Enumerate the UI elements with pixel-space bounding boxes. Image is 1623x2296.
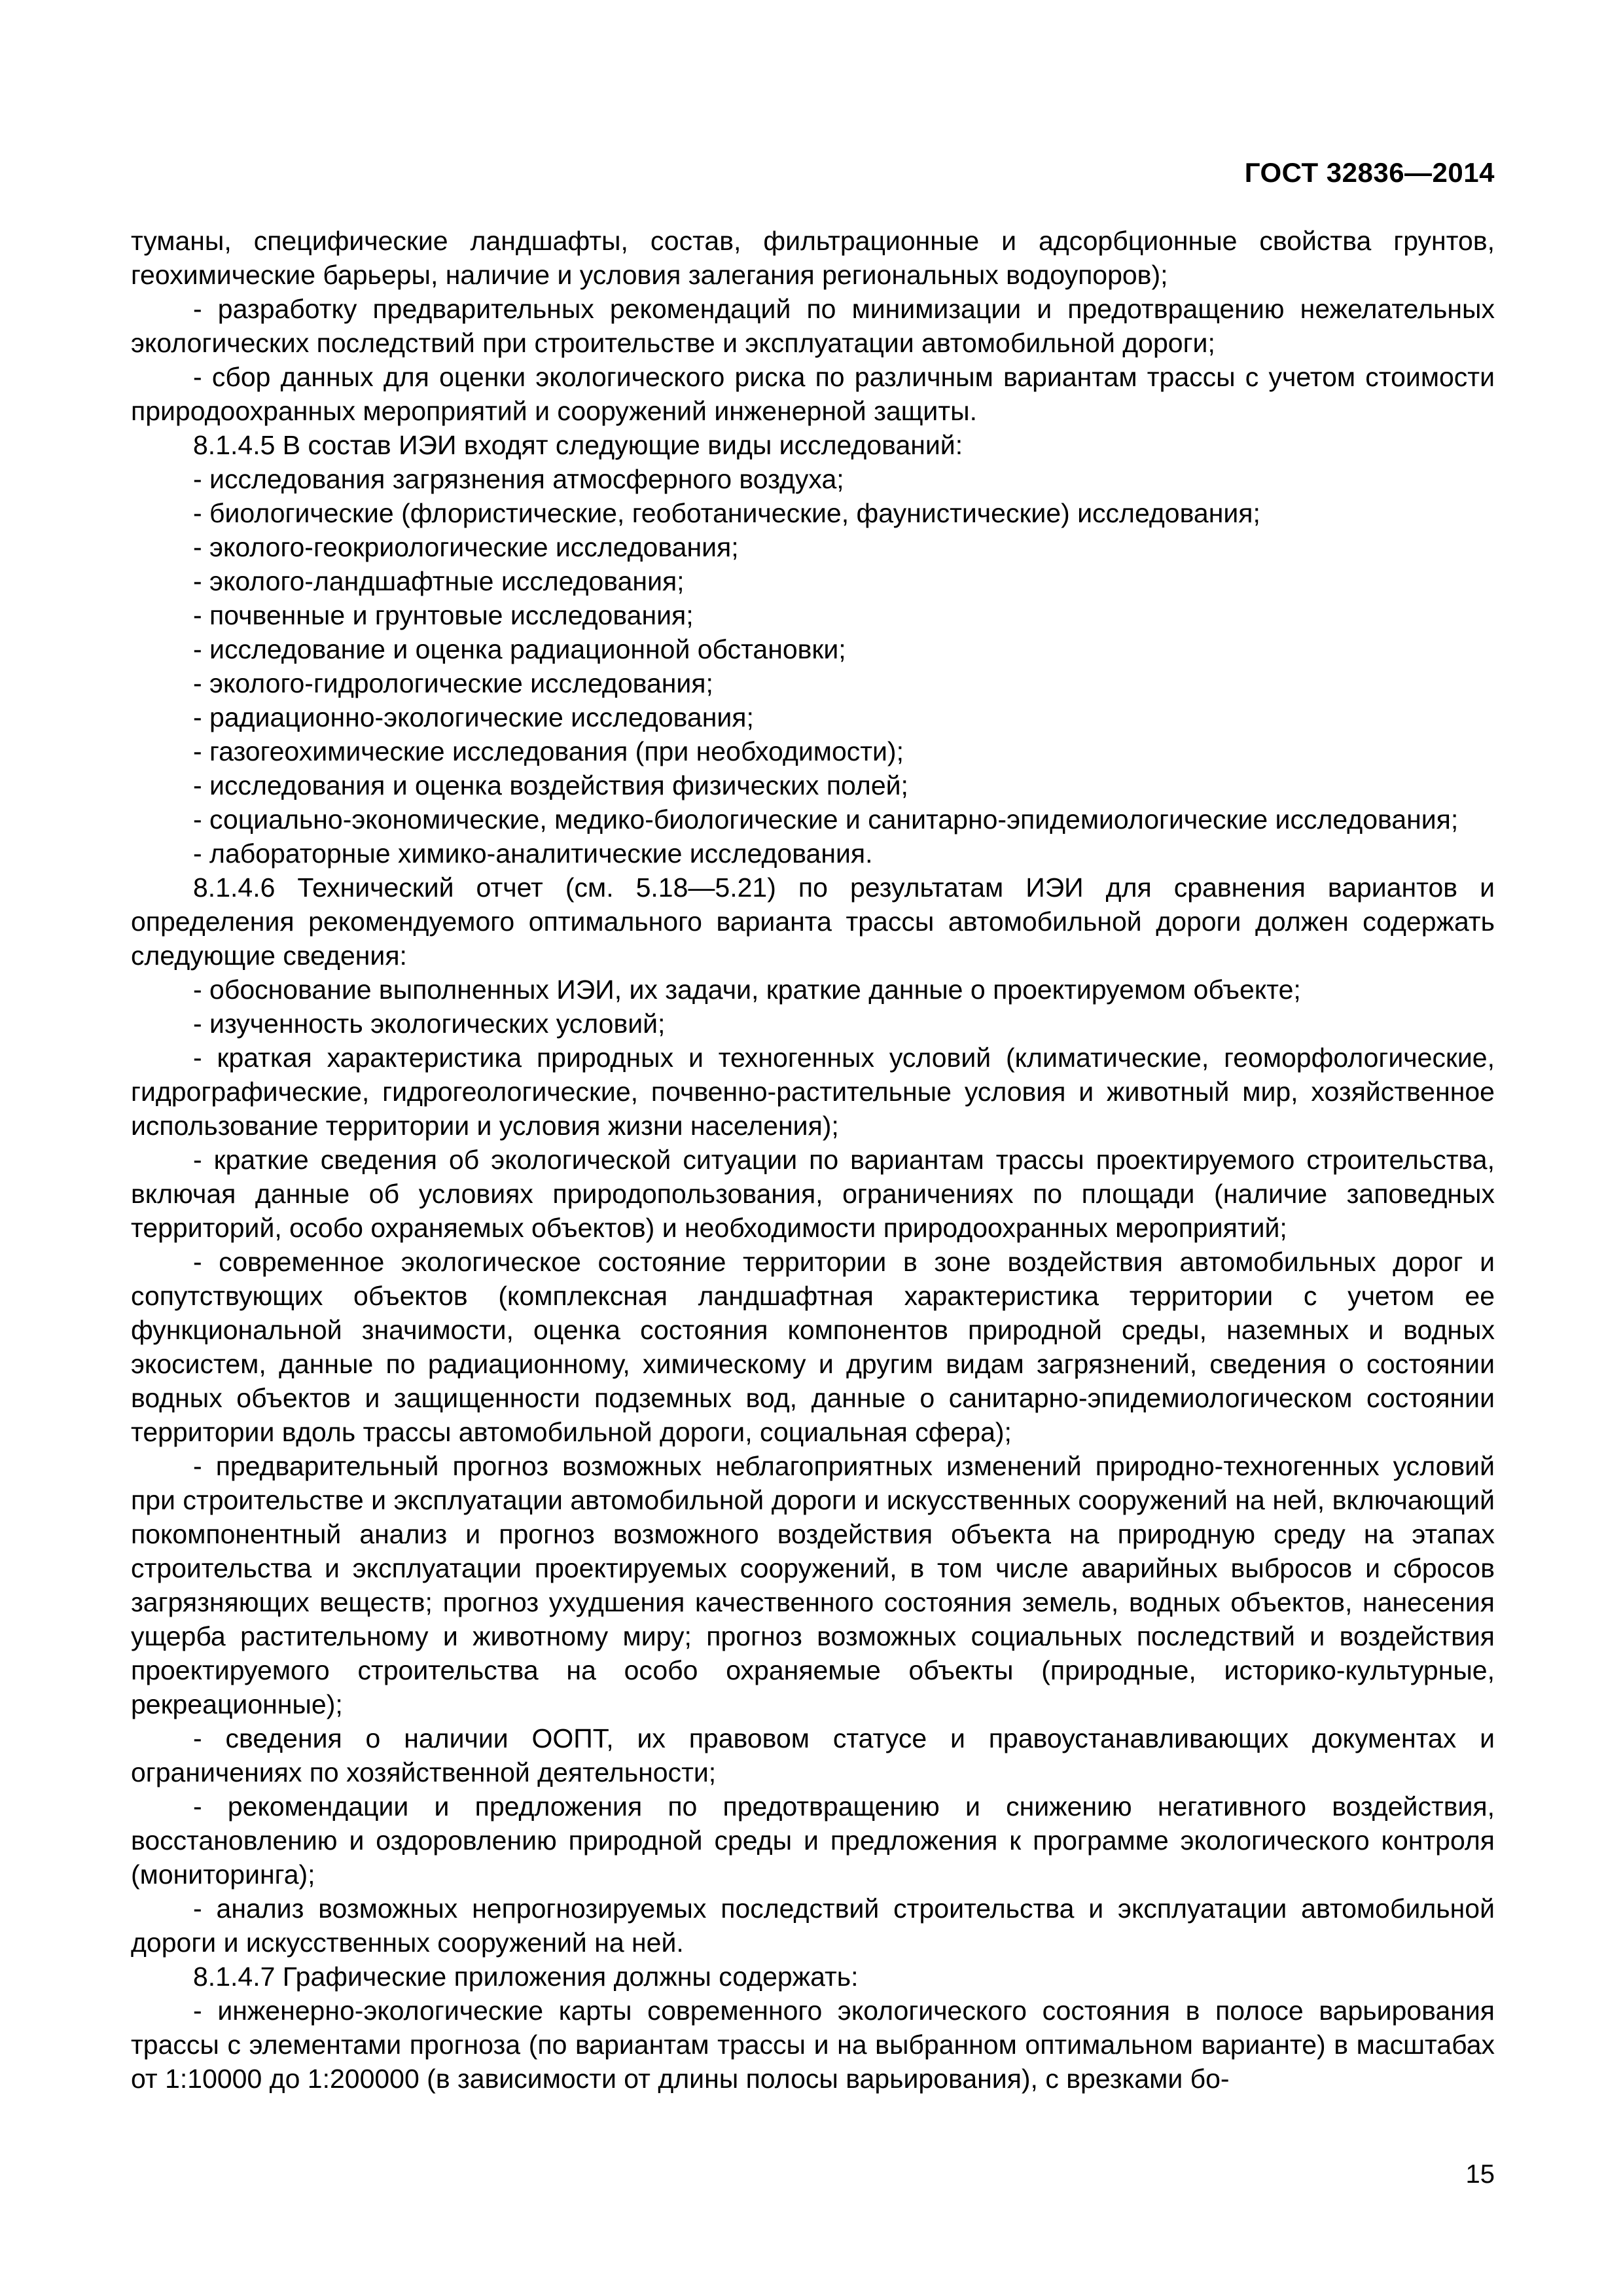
paragraph: - исследования и оценка воздействия физических полей; [193,770,908,800]
paragraph: - предварительный прогноз возможных неблагоприятных изменений природно-техногенных условий при строительстве и эксплуатации автомобильной дороги и искусственных сооружений на ней, включающий покомпонентный анализ и прогноз возможного воздействия объекта на природную среду на этапах строительства и эксплуатации проектируемых сооружений, в том числе аварийных выбросов и сбросов загрязняющих веществ; прогноз ухудшения качественного состояния земель, водных объектов, нанесения ущерба растительному и животному миру; прогноз возможных социальных последствий и воздействия проектируемого строительства на особо охраняемые объекты (природные, историко-культурные, рекреационные); [131,1451,1495,1719]
paragraph: - краткая характеристика природных и техногенных условий (климатические, геоморфологические, гидрографические, гидрогеологические, почвенно-растительные условия и животный мир, хозяйственное использование территории и условия жизни населения); [131,1043,1495,1141]
paragraph: - инженерно-экологические карты современного экологического состояния в полосе варьирования трассы с элементами прогноза (по вариантам трассы и на выбранном оптимальном варианте) в масштабах от 1:10000 до 1:200000 (в зависимости от длины полосы варьирования), с врезками бо- [131,1996,1495,2094]
paragraph: - эколого-геокриологические исследования; [193,532,739,562]
paragraph: - радиационно-экологические исследования; [193,702,754,732]
page-number: 15 [1465,2160,1495,2189]
paragraph: - современное экологическое состояние территории в зоне воздействия автомобильных дорог и сопутствующих объектов (комплексная ландшафтная характеристика территории с учетом ее функциональной значимости, оценка состояния компонентов природной среды, наземных и водных экосистем, данные по радиационному, химическому и другим видам загрязнений, сведения о состоянии водных объектов и защищенности подземных вод, данные о санитарно-эпидемиологическом состоянии территории вдоль трассы автомобильной дороги, социальная сфера); [131,1247,1495,1447]
paragraph: - почвенные и грунтовые исследования; [193,600,694,630]
document-code-header: ГОСТ 32836—2014 [1244,157,1495,188]
paragraph: 8.1.4.5 В состав ИЭИ входят следующие виды исследований: [193,430,963,460]
paragraph: - разработку предварительных рекомендаций по минимизации и предотвращению нежелательных экологических последствий при строительстве и эксплуатации автомобильной дороги; [131,294,1495,358]
paragraph: 8.1.4.6 Технический отчет (см. 5.18—5.21) по результатам ИЭИ для сравнения вариантов и определения рекомендуемого оптимального варианта трассы автомобильной дороги должен содержать следующие сведения: [131,872,1495,971]
paragraph: - сбор данных для оценки экологического риска по различным вариантам трассы с учетом стоимости природоохранных мероприятий и сооружений инженерной защиты. [131,362,1495,426]
paragraph: - изученность экологических условий; [193,1009,666,1039]
paragraph: - краткие сведения об экологической ситуации по вариантам трассы проектируемого строительства, включая данные об условиях природопользования, ограничениях по площади (наличие заповедных территорий, особо охраняемых объектов) и необходимости природоохранных мероприятий; [131,1145,1495,1243]
paragraph: - анализ возможных непрогнозируемых последствий строительства и эксплуатации автомобильной дороги и искусственных сооружений на ней. [131,1893,1495,1958]
paragraph: - биологические (флористические, геоботанические, фаунистические) исследования; [193,498,1260,528]
paragraph: - социально-экономические, медико-биологические и санитарно-эпидемиологические исследования; [193,804,1459,834]
paragraph: - газогеохимические исследования (при необходимости); [193,736,904,766]
paragraph: - сведения о наличии ООПТ, их правовом статусе и правоустанавливающих документах и ограничениях по хозяйственной деятельности; [131,1723,1495,1787]
paragraph: - обоснование выполненных ИЭИ, их задачи, краткие данные о проектируемом объекте; [193,975,1301,1005]
body-text [131,224,1495,2096]
paragraph: туманы, специфические ландшафты, состав, фильтрационные и адсорбционные свойства грунтов, геохимические барьеры, наличие и условия залегания региональных водоупоров); [131,226,1495,290]
paragraph: - эколого-гидрологические исследования; [193,668,713,698]
paragraph: - исследования загрязнения атмосферного воздуха; [193,464,844,494]
paragraph: - исследование и оценка радиационной обстановки; [193,634,846,664]
paragraph: - лабораторные химико-аналитические исследования. [193,838,873,869]
paragraph: 8.1.4.7 Графические приложения должны содержать: [193,1962,859,1992]
paragraph: - рекомендации и предложения по предотвращению и снижению негативного воздействия, восстановлению и оздоровлению природной среды и предложения к программе экологического контроля (мониторинга); [131,1791,1495,1890]
paragraph: - эколого-ландшафтные исследования; [193,566,685,596]
